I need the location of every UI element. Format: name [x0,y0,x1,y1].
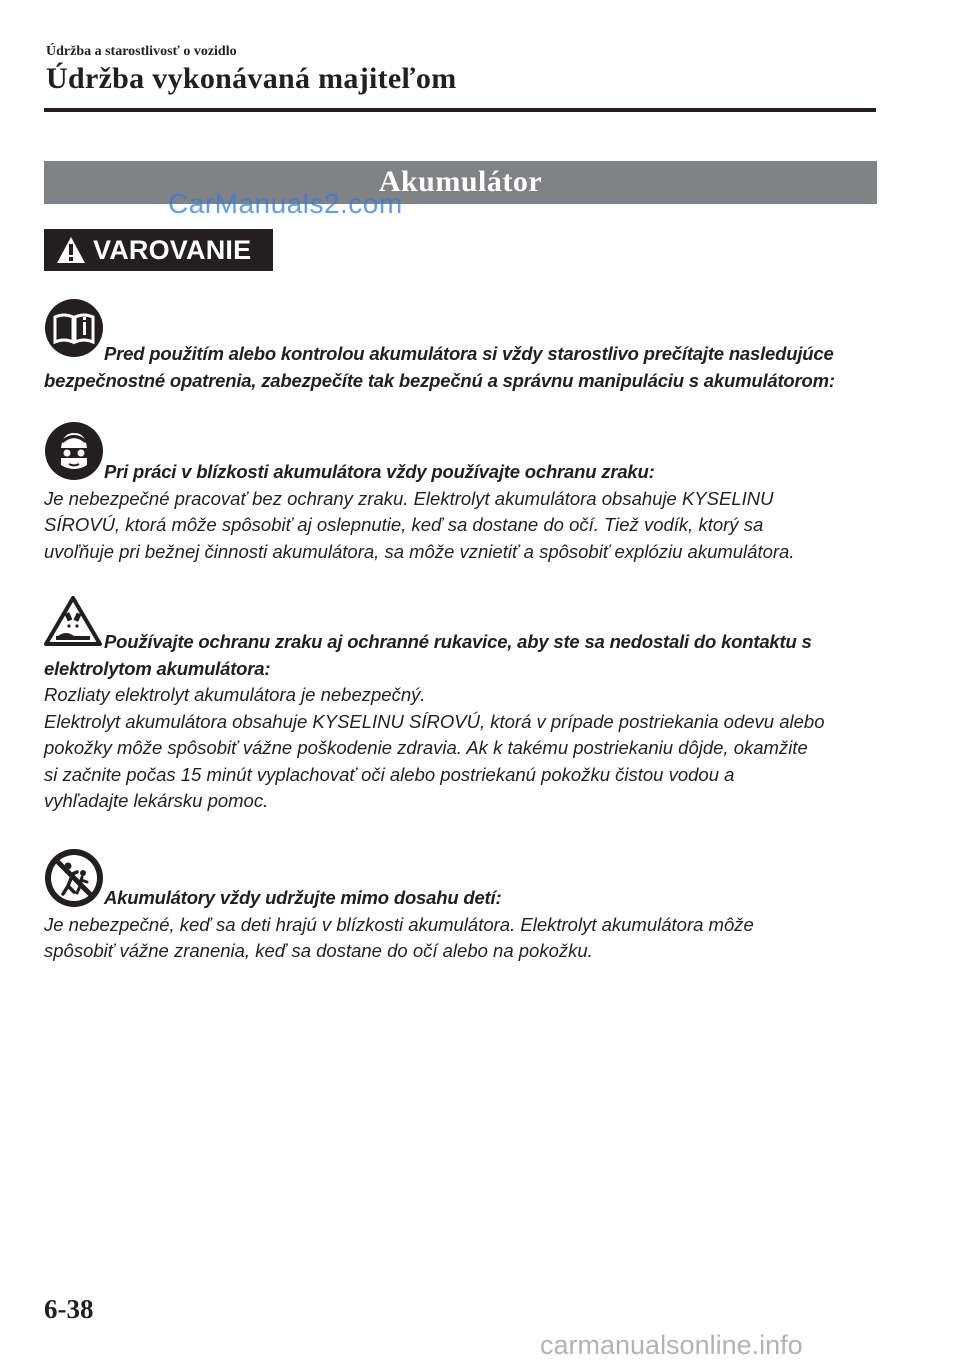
warning-item-read-manual [44,298,884,394]
warning-badge [44,229,273,271]
item-body-line: Rozliaty elektrolyt akumulátora je nebezpečný. [44,684,426,705]
item-lead: Pred použitím alebo kontrolou akumulátora si vždy starostlivo prečítajte nasledujúce [104,343,834,364]
watermark-top[interactable]: CarManuals2.com [168,188,403,219]
item-lead: Pri práci v blízkosti akumulátora vždy používajte ochranu zraku: [104,461,655,482]
watermark-bottom[interactable]: carmanualsonline.info [540,1330,803,1360]
item-body-line: Je nebezpečné pracovať bez ochrany zraku. Elektrolyt akumulátora obsahuje KYSELINU [44,487,774,509]
item-body-line: Je nebezpečné, keď sa deti hrajú v blízkosti akumulátora. Elektrolyt akumulátora môže [44,913,754,935]
page-number: 6-38 [44,1294,94,1324]
warning-item-eye-protection [44,421,884,565]
running-head: Údržba a starostlivosť o vozidlo [46,44,237,59]
corrosive-warning-icon [44,596,102,646]
item-lead: Používajte ochranu zraku aj ochranné rukavice, aby ste sa nedostali do kontaktu s [104,631,812,652]
keep-away-children-icon [44,848,104,908]
item-body-line: vyhľadajte lekársku pomoc. [44,790,269,811]
item-lead: Akumulátory vždy udržujte mimo dosahu detí: [104,887,502,908]
item-body-line: si začnite počas 15 minút vyplachovať oči alebo postriekanú pokožku čistou vodou a [44,763,735,785]
section-title: Akumulátor [44,161,877,204]
item-body-line: uvoľňuje pri bežnej činnosti akumulátora, sa môže vznietiť a spôsobiť explóziu akumulátora. [44,540,795,562]
eye-protection-icon [44,421,104,481]
title-rule [44,108,876,112]
warning-item-keep-away-children [44,848,884,965]
warning-label: VAROVANIE [93,234,252,265]
item-body-line: Elektrolyt akumulátora obsahuje KYSELINU SÍROVÚ, ktorá v prípade postriekania odevu alebo [44,710,825,732]
read-manual-icon [44,298,104,358]
item-body-line: pokožky môže spôsobiť vážne poškodenie zdravia. Ak k takému postriekaniu dôjde, okamžite [44,737,808,758]
item-lead-cont: elektrolytom akumulátora: [44,657,271,679]
warning-triangle-icon [56,236,86,264]
item-lead-cont: bezpečnostné opatrenia, zabezpečíte tak bezpečnú a správnu manipuláciu s akumulátorom: [44,369,835,391]
warning-item-corrosive [44,596,884,815]
page-title: Údržba vykonávaná majiteľom [46,62,457,95]
item-body-line: spôsobiť vážne zranenia, keď sa dostane do očí alebo na pokožku. [44,940,593,961]
item-body-line: SÍROVÚ, ktorá môže spôsobiť aj oslepnutie, keď sa dostane do očí. Tiež vodík, ktorý sa [44,514,764,535]
